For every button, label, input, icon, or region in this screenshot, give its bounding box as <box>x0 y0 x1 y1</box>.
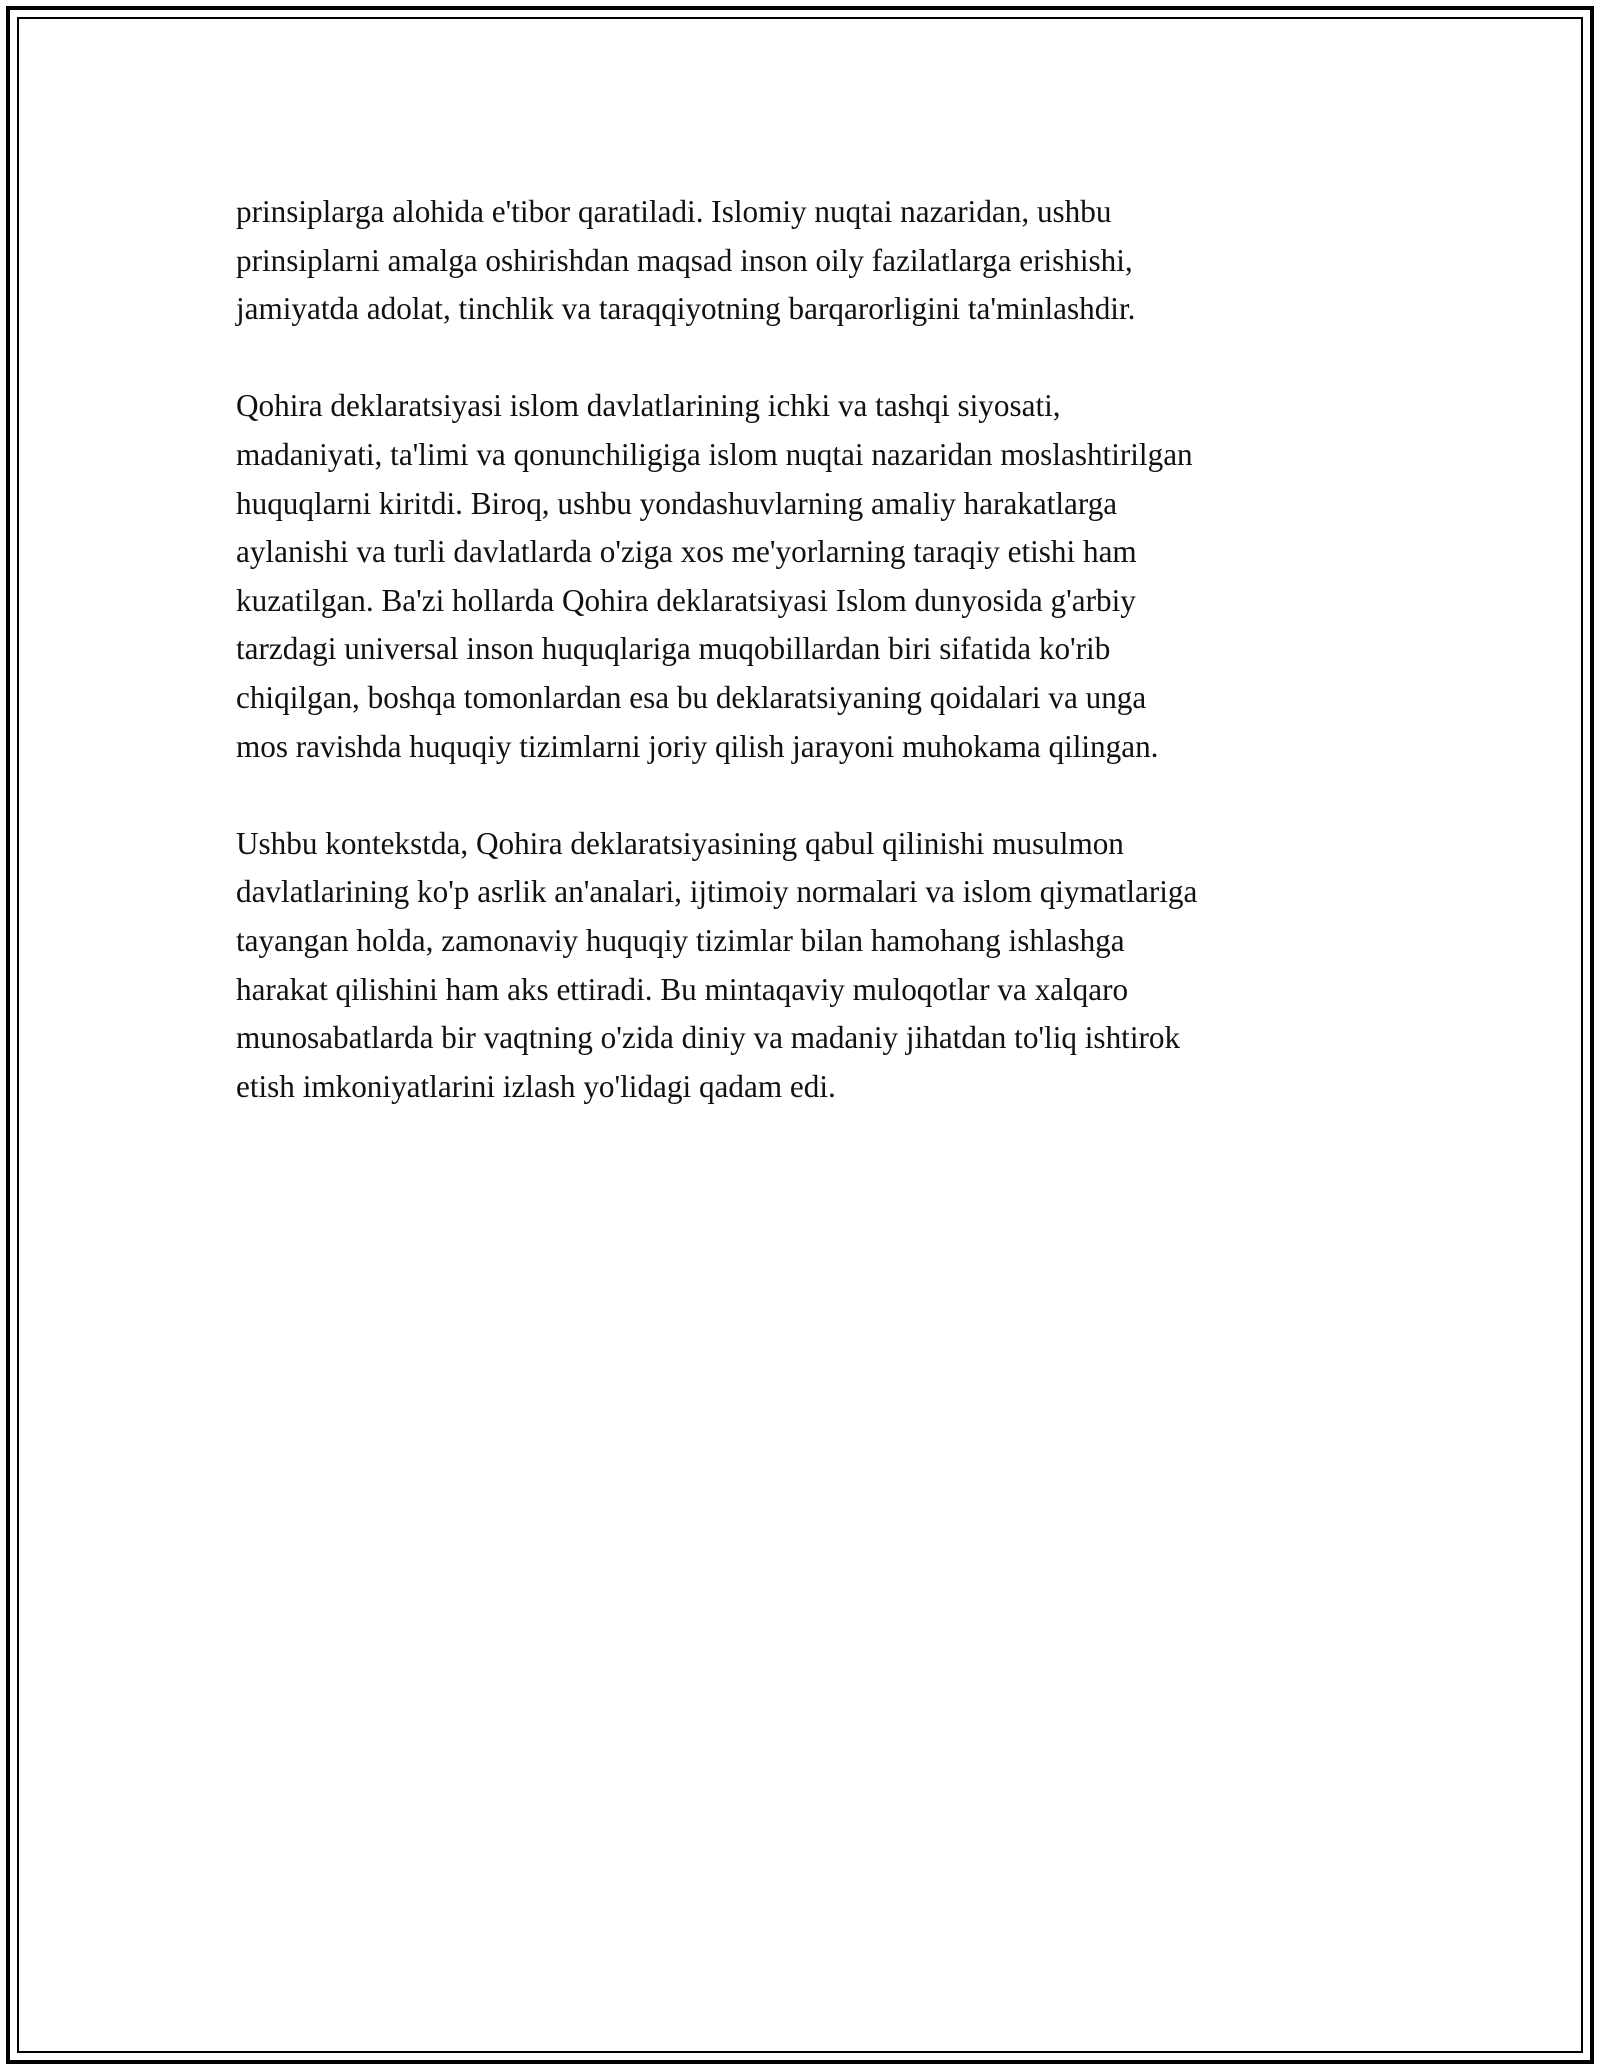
text-line: huquqlarni kiritdi. Biroq, ushbu yondashuvlarning amaliy harakatlarga <box>236 485 1118 521</box>
paragraph-3 <box>236 820 1396 1112</box>
document-body <box>236 188 1396 1111</box>
text-line: prinsiplarga alohida e'tibor qaratiladi. Islomiy nuqtai nazaridan, ushbu <box>236 194 1112 229</box>
text-line: chiqilgan, boshqa tomonlardan esa bu deklaratsiyaning qoidalari va unga <box>236 679 1147 715</box>
paragraph-1 <box>236 188 1396 334</box>
text-line: etish imkoniyatlarini izlash yo'lidagi qadam edi. <box>236 1068 836 1104</box>
text-line: aylanishi va turli davlatlarda o'ziga xos me'yorlarning taraqiy etishi ham <box>236 534 1137 570</box>
paragraph-spacer <box>236 334 1396 383</box>
text-line: Qohira deklaratsiyasi islom davlatlarining ichki va tashqi siyosati, <box>236 388 1061 424</box>
text-line: jamiyatda adolat, tinchlik va taraqqiyotning barqarorligini ta'minlashdir. <box>236 291 1136 327</box>
text-line: davlatlarining ko'p asrlik an'analari, ijtimoiy normalari va islom qiymatlariga <box>236 874 1198 910</box>
text-line: harakat qilishini ham aks ettiradi. Bu mintaqaviy muloqotlar va xalqaro <box>236 971 1129 1007</box>
paragraph-spacer <box>236 771 1396 820</box>
text-line: munosabatlarda bir vaqtning o'zida diniy va madaniy jihatdan to'liq ishtirok <box>236 1020 1181 1056</box>
text-line: madaniyati, ta'limi va qonunchiligiga islom nuqtai nazaridan moslashtirilgan <box>236 436 1193 472</box>
text-line: tayangan holda, zamonaviy huquqiy tizimlar bilan hamohang ishlashga <box>236 922 1125 958</box>
text-line: Ushbu kontekstda, Qohira deklaratsiyasining qabul qilinishi musulmon <box>236 825 1124 861</box>
text-line: mos ravishda huquqiy tizimlarni joriy qilish jarayoni muhokama qilingan. <box>236 728 1159 764</box>
text-line: tarzdagi universal inson huquqlariga muqobillardan biri sifatida ko'rib <box>236 631 1111 667</box>
text-line: kuzatilgan. Ba'zi hollarda Qohira deklaratsiyasi Islom dunyosida g'arbiy <box>236 582 1136 618</box>
text-line: prinsiplarni amalga oshirishdan maqsad inson oily fazilatlarga erishishi, <box>236 242 1133 278</box>
paragraph-2 <box>236 382 1396 771</box>
